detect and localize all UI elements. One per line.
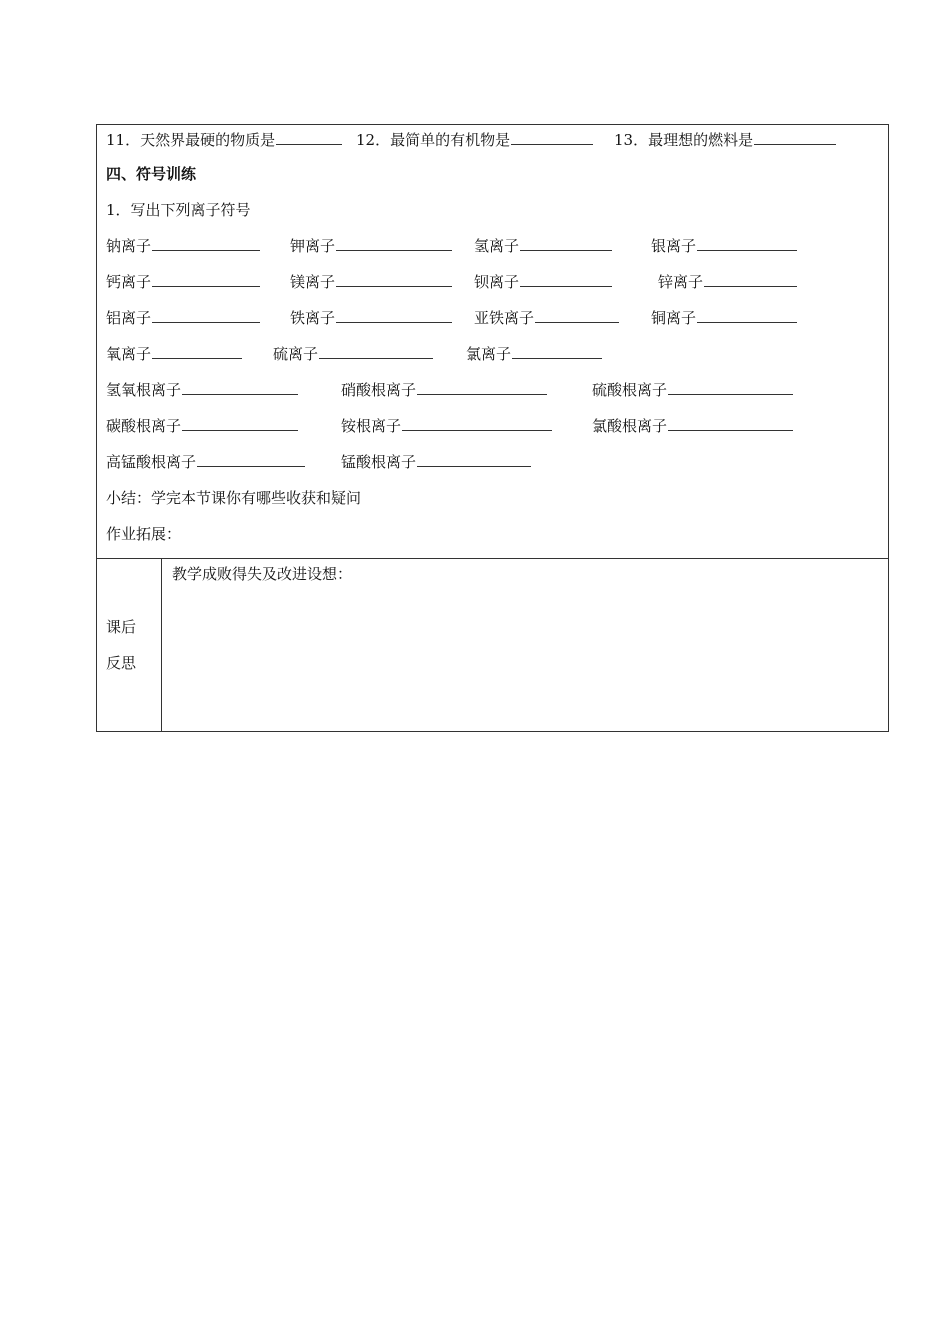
ion-label: 氧离子 xyxy=(106,345,152,363)
answer-blank[interactable] xyxy=(152,235,260,251)
answer-blank[interactable] xyxy=(319,343,433,359)
question-12-text: 12．最简单的有机物是 xyxy=(356,131,511,149)
ion-item xyxy=(341,379,547,401)
ion-label: 锰酸根离子 xyxy=(341,453,417,471)
ion-item xyxy=(290,235,452,257)
answer-blank[interactable] xyxy=(276,129,342,145)
ion-item xyxy=(106,271,260,293)
answer-blank[interactable] xyxy=(152,271,260,287)
answer-blank[interactable] xyxy=(182,379,298,395)
exercise-cell xyxy=(97,125,888,559)
answer-blank[interactable] xyxy=(417,379,547,395)
answer-blank[interactable] xyxy=(417,451,531,467)
answer-blank[interactable] xyxy=(152,343,242,359)
ion-item xyxy=(341,451,531,473)
ion-row xyxy=(106,307,886,329)
ion-label: 钡离子 xyxy=(474,273,520,291)
reflection-label-line-1: 课后 xyxy=(106,618,137,636)
worksheet-table xyxy=(96,124,889,732)
answer-blank[interactable] xyxy=(697,307,797,323)
ion-item xyxy=(106,343,242,365)
ion-label: 高锰酸根离子 xyxy=(106,453,197,471)
ion-label: 铁离子 xyxy=(290,309,336,327)
ion-label: 氢离子 xyxy=(474,237,520,255)
homework-text: 作业拓展： xyxy=(106,525,182,543)
ion-label: 氢氧根离子 xyxy=(106,381,182,399)
ion-item xyxy=(474,235,612,257)
question-12 xyxy=(356,129,593,151)
ion-item xyxy=(290,271,452,293)
answer-blank[interactable] xyxy=(704,271,797,287)
summary-text: 小结：学完本节课你有哪些收获和疑问 xyxy=(106,489,362,507)
answer-blank[interactable] xyxy=(336,307,452,323)
ion-item xyxy=(106,451,305,473)
answer-blank[interactable] xyxy=(197,451,305,467)
ion-label: 钾离子 xyxy=(290,237,336,255)
ion-row xyxy=(106,235,886,257)
ion-label: 铜离子 xyxy=(651,309,697,327)
ion-item xyxy=(341,415,552,437)
ion-item xyxy=(273,343,433,365)
answer-blank[interactable] xyxy=(152,307,260,323)
answer-blank[interactable] xyxy=(535,307,619,323)
ion-label: 银离子 xyxy=(651,237,697,255)
question-1-prompt: 1．写出下列离子符号 xyxy=(106,201,251,219)
ion-label: 硝酸根离子 xyxy=(341,381,417,399)
ion-label: 碳酸根离子 xyxy=(106,417,182,435)
reflection-prompt: 教学成败得失及改进设想： xyxy=(172,565,353,583)
ion-label: 氯酸根离子 xyxy=(592,417,668,435)
fill-in-questions-line xyxy=(106,129,886,151)
question-11 xyxy=(106,129,342,151)
question-11-text: 11．天然界最硬的物质是 xyxy=(106,131,276,149)
ion-label: 锌离子 xyxy=(658,273,704,291)
answer-blank[interactable] xyxy=(520,271,612,287)
answer-blank[interactable] xyxy=(668,379,793,395)
ion-item xyxy=(106,379,298,401)
reflection-label-line-2: 反思 xyxy=(106,654,137,672)
ion-item xyxy=(592,379,793,401)
answer-blank[interactable] xyxy=(336,235,452,251)
answer-blank[interactable] xyxy=(668,415,793,431)
ion-item xyxy=(466,343,602,365)
reflection-row xyxy=(97,559,888,732)
answer-blank[interactable] xyxy=(336,271,452,287)
ion-label: 亚铁离子 xyxy=(474,309,535,327)
answer-blank[interactable] xyxy=(520,235,612,251)
ion-item xyxy=(658,271,797,293)
ion-row xyxy=(106,379,886,401)
ion-item xyxy=(290,307,452,329)
ion-label: 镁离子 xyxy=(290,273,336,291)
answer-blank[interactable] xyxy=(754,129,836,145)
ion-label: 钠离子 xyxy=(106,237,152,255)
ion-item xyxy=(106,307,260,329)
question-13-text: 13．最理想的燃料是 xyxy=(614,131,754,149)
ion-label: 硫酸根离子 xyxy=(592,381,668,399)
ion-item xyxy=(106,235,260,257)
ion-row xyxy=(106,343,886,365)
ion-item xyxy=(592,415,793,437)
ion-label: 硫离子 xyxy=(273,345,319,363)
ion-item xyxy=(651,235,797,257)
ion-row xyxy=(106,451,886,473)
ion-item xyxy=(651,307,797,329)
answer-blank[interactable] xyxy=(511,129,593,145)
answer-blank[interactable] xyxy=(512,343,602,359)
question-13 xyxy=(614,129,836,151)
ion-item xyxy=(106,415,298,437)
answer-blank[interactable] xyxy=(697,235,797,251)
ion-row xyxy=(106,271,886,293)
section-title: 四、符号训练 xyxy=(106,165,197,183)
reflection-label-cell xyxy=(97,559,162,732)
ion-item xyxy=(474,307,619,329)
ion-label: 铵根离子 xyxy=(341,417,402,435)
reflection-content-cell[interactable] xyxy=(162,559,888,732)
ion-label: 钙离子 xyxy=(106,273,152,291)
ion-item xyxy=(474,271,612,293)
answer-blank[interactable] xyxy=(402,415,552,431)
ion-row xyxy=(106,415,886,437)
reflection-label xyxy=(106,609,146,681)
ion-label: 氯离子 xyxy=(466,345,512,363)
answer-blank[interactable] xyxy=(182,415,298,431)
ion-label: 铝离子 xyxy=(106,309,152,327)
